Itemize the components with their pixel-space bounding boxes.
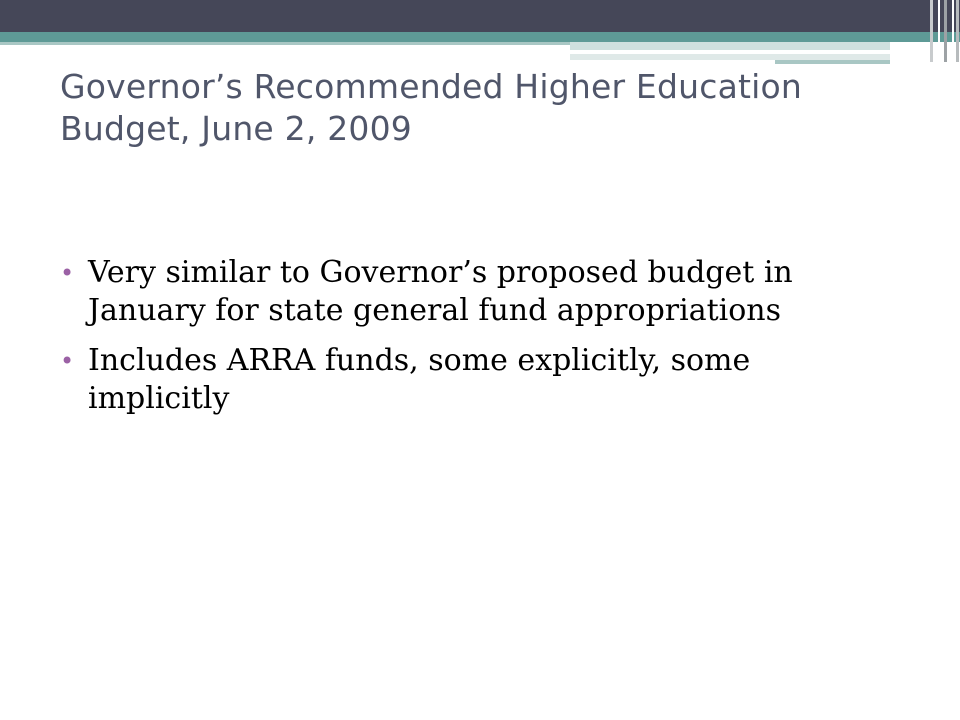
bullet-item [60, 254, 900, 330]
header-divider-line [570, 51, 890, 53]
header-band-dark [0, 0, 960, 32]
header-band-notch [775, 60, 890, 64]
edge-strip [930, 0, 933, 62]
bullet-icon: • [60, 347, 75, 375]
bullet-text: Very similar to Governor’s proposed budget in January for state general fund appropriations [88, 255, 793, 328]
bullet-item [60, 342, 900, 418]
slide-title: Governor’s Recommended Higher Education Budget, June 2, 2009 [60, 67, 803, 148]
edge-strip [952, 0, 954, 62]
bullet-text: Includes ARRA funds, some explicitly, some implicitly [88, 343, 751, 416]
header-band-light [0, 42, 570, 45]
edge-strip [944, 0, 947, 62]
edge-strip [938, 0, 940, 62]
bullet-list [60, 254, 900, 430]
header-band-teal [0, 32, 960, 42]
edge-strip [956, 0, 959, 62]
bullet-icon: • [60, 259, 75, 287]
header-band-light-right [570, 42, 890, 50]
